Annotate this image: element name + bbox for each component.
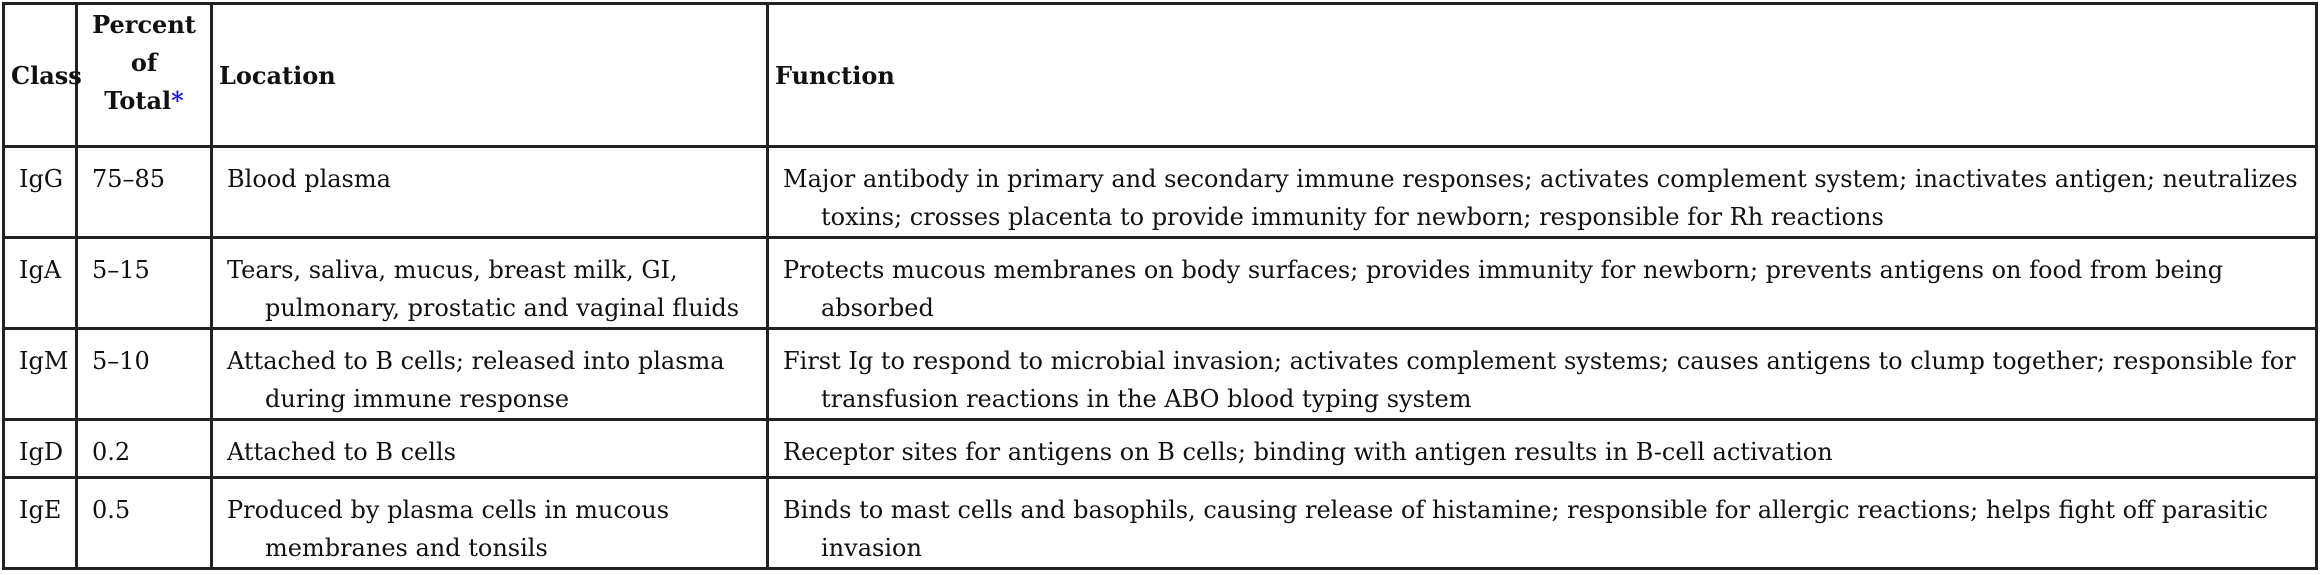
location-text: Attached to B cells — [227, 438, 456, 466]
cell-percent: 0.2 — [77, 420, 212, 478]
header-percent — [77, 4, 212, 147]
table-row — [4, 238, 2317, 329]
table-row — [4, 420, 2317, 478]
header-percent-line1: Percent — [92, 10, 196, 39]
cell-function — [768, 329, 2317, 420]
cell-location — [212, 147, 768, 238]
location-text: Blood plasma — [227, 165, 391, 193]
location-text: Produced by plasma cells in mucous membranes and tonsils — [227, 496, 670, 562]
function-text: First Ig to respond to microbial invasion; activates complement systems; causes antigens to clump together; responsible for transfusion reactions in the ABO blood typing system — [783, 347, 2296, 413]
header-class: Class — [4, 4, 77, 147]
cell-class: IgA — [4, 238, 77, 329]
cell-percent: 5–15 — [77, 238, 212, 329]
cell-function — [768, 420, 2317, 478]
header-percent-label — [84, 6, 204, 120]
table-row — [4, 147, 2317, 238]
cell-location — [212, 478, 768, 569]
cell-location — [212, 238, 768, 329]
cell-function — [768, 147, 2317, 238]
footnote-link[interactable]: * — [171, 86, 184, 115]
cell-class: IgD — [4, 420, 77, 478]
function-text: Receptor sites for antigens on B cells; binding with antigen results in B-cell activation — [783, 438, 1833, 466]
cell-percent: 5–10 — [77, 329, 212, 420]
function-text: Protects mucous membranes on body surfaces; provides immunity for newborn; prevents antigens on food from being absorbed — [783, 256, 2224, 322]
table-row — [4, 329, 2317, 420]
cell-class: IgM — [4, 329, 77, 420]
table-row — [4, 478, 2317, 569]
function-text: Binds to mast cells and basophils, causing release of histamine; responsible for allergic reactions; helps fight off parasitic invasion — [783, 496, 2268, 562]
table-header — [4, 4, 2317, 147]
cell-function — [768, 238, 2317, 329]
header-function: Function — [768, 4, 2317, 147]
cell-percent: 0.5 — [77, 478, 212, 569]
header-percent-line2: of — [130, 48, 158, 77]
header-row — [4, 4, 2317, 147]
header-location: Location — [212, 4, 768, 147]
cell-percent: 75–85 — [77, 147, 212, 238]
cell-function — [768, 478, 2317, 569]
location-text: Attached to B cells; released into plasma during immune response — [227, 347, 725, 413]
immunoglobulin-table — [2, 2, 2318, 570]
location-text: Tears, saliva, mucus, breast milk, GI, pulmonary, prostatic and vaginal fluids — [227, 256, 740, 322]
header-percent-line3: Total — [104, 86, 172, 115]
cell-class: IgE — [4, 478, 77, 569]
cell-location — [212, 329, 768, 420]
function-text: Major antibody in primary and secondary immune responses; activates complement system; inactivates antigen; neutralizes toxins; crosses placenta to provide immunity for newborn; responsible for Rh reactions — [783, 165, 2298, 231]
cell-location — [212, 420, 768, 478]
cell-class: IgG — [4, 147, 77, 238]
table-body — [4, 147, 2317, 569]
